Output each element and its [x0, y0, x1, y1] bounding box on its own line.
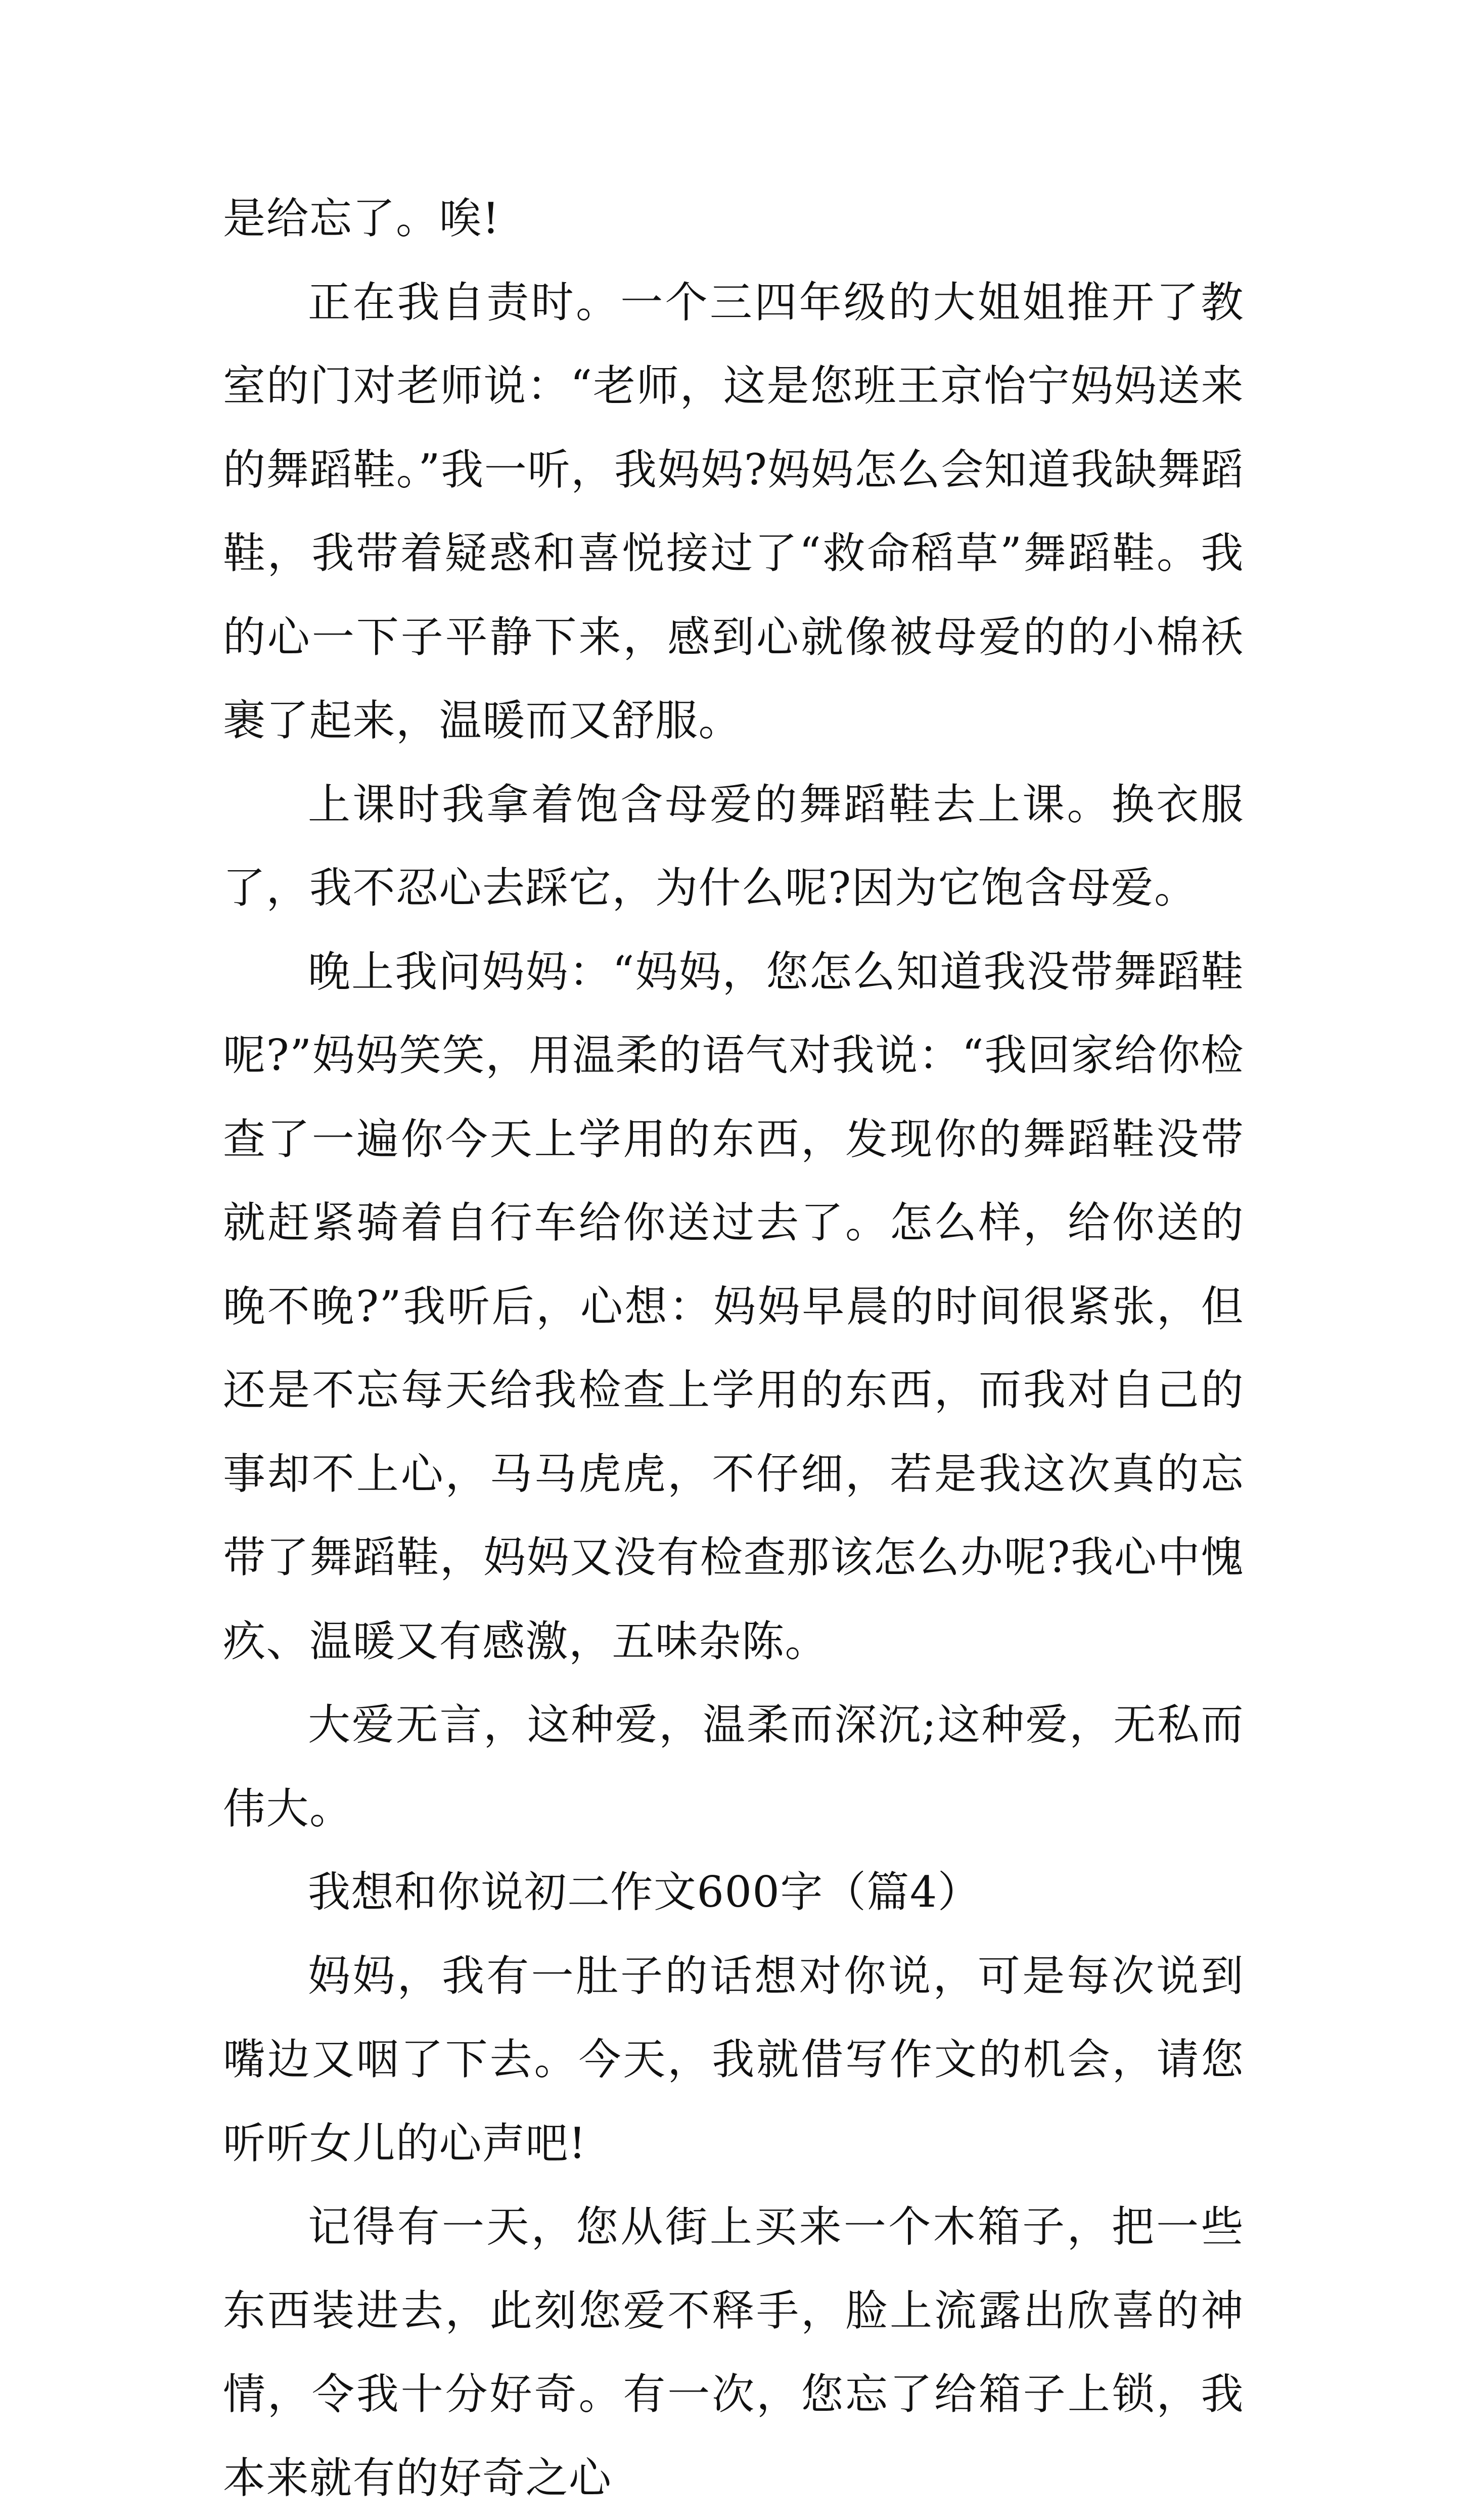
paragraph-evening-talk: 晚上我问妈妈：“妈妈，您怎么知道我没带舞蹈鞋呢?”妈妈笑笑，用温柔的语气对我说：“我回家给你检查了一遍你今天上学用的东西，发现你的舞蹈鞋没带就赶紧骑着自行车给你送过去了。怎么样，给你送的晚不晚?”我听后，心想：妈妈早晨的时间很紧张，但还是不忘每天给我检查上学用的东西，而我对自己的事却不上心，马马虎虎，不仔细，若是我这次真的忘带了舞蹈鞋，妈妈又没有检查那该怎么办呢?我心中愧疚、温暖又有感激，五味杂陈。 [223, 947, 1244, 1666]
paragraph-intro-mom: 妈妈，我有一肚子的话想对你说，可是每次说到嘴边又咽了下去。今天，我就借写作文的机会，请您听听女儿的心声吧! [223, 1951, 1244, 2168]
paragraph-continuation: 是给忘了。唉! [223, 194, 500, 243]
essay-body [223, 177, 1244, 2520]
paragraph-wooden-box: 记得有一天，您从街上买来一个木箱子，把一些东西装进去，此刻您爱不释手，脸上流露出欣喜的神情，令我十分好奇。有一次，您忘了给箱子上锁，我本来就有的好奇之心 [223, 2202, 1244, 2503]
paragraph-class: 上课时我拿着饱含母爱的舞蹈鞋去上课。换衣服了，我不忍心去踩它，为什么呢?因为它饱含母爱。 [223, 779, 1244, 913]
paragraph-conclusion: 大爱无言，这种爱，温柔而深沉;这种爱，无私而伟大。 [223, 1700, 1244, 1833]
paragraph-dance-shoes-arrive: 正在我自责时。一个三四年级的大姐姐推开了教室的门对老师说：“老师，这是您班王京怡宁妈妈送来的舞蹈鞋。”我一听，我妈妈?妈妈怎么会知道我缺舞蹈鞋，我带着疑惑和喜悦接过了“救命稻草”舞蹈鞋。我的心一下子平静下来，感到心就像被母爱的的小棉袄裹了起来，温暖而又舒服。 [223, 277, 1244, 745]
section-heading: 我想和你说初二作文600字（篇4） [308, 1867, 981, 1917]
